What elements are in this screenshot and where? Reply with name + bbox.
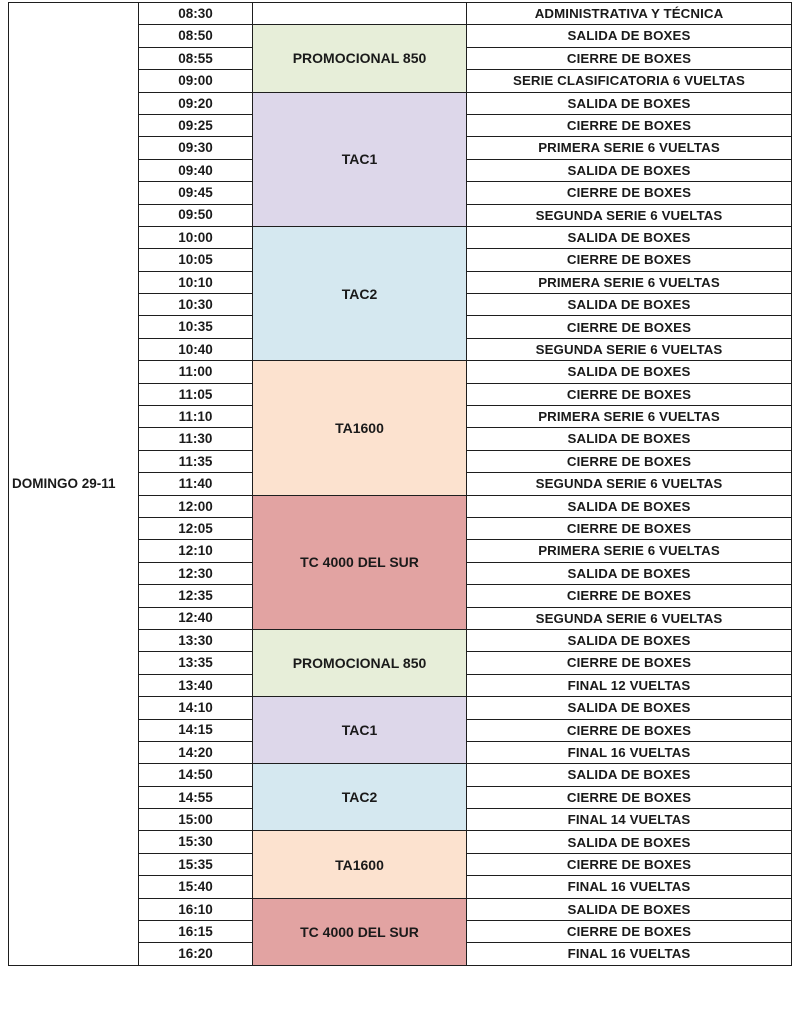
time-cell: 13:35 [139, 652, 253, 674]
activity-cell: SALIDA DE BOXES [467, 361, 792, 383]
time-cell: 16:15 [139, 921, 253, 943]
activity-cell: FINAL 16 VUELTAS [467, 943, 792, 965]
time-cell: 09:40 [139, 159, 253, 181]
activity-cell: CIERRE DE BOXES [467, 249, 792, 271]
time-cell: 11:05 [139, 383, 253, 405]
time-cell: 10:05 [139, 249, 253, 271]
activity-cell: SALIDA DE BOXES [467, 294, 792, 316]
activity-cell: SALIDA DE BOXES [467, 764, 792, 786]
activity-cell: SALIDA DE BOXES [467, 831, 792, 853]
activity-cell: SALIDA DE BOXES [467, 697, 792, 719]
time-cell: 12:30 [139, 562, 253, 584]
activity-cell: CIERRE DE BOXES [467, 316, 792, 338]
activity-cell: PRIMERA SERIE 6 VUELTAS [467, 271, 792, 293]
activity-cell: SALIDA DE BOXES [467, 226, 792, 248]
activity-cell: FINAL 14 VUELTAS [467, 809, 792, 831]
category-cell: TC 4000 DEL SUR [253, 495, 467, 629]
time-cell: 09:45 [139, 182, 253, 204]
schedule-body [9, 3, 792, 966]
time-cell: 08:50 [139, 25, 253, 47]
time-cell: 09:50 [139, 204, 253, 226]
category-cell: TC 4000 DEL SUR [253, 898, 467, 965]
time-cell: 11:10 [139, 406, 253, 428]
activity-cell: SALIDA DE BOXES [467, 159, 792, 181]
time-cell: 15:00 [139, 809, 253, 831]
time-cell: 10:35 [139, 316, 253, 338]
time-cell: 14:20 [139, 741, 253, 763]
time-cell: 12:40 [139, 607, 253, 629]
activity-cell: CIERRE DE BOXES [467, 585, 792, 607]
time-cell: 11:30 [139, 428, 253, 450]
time-cell: 12:35 [139, 585, 253, 607]
time-cell: 12:10 [139, 540, 253, 562]
category-cell [253, 3, 467, 25]
time-cell: 16:10 [139, 898, 253, 920]
time-cell: 14:10 [139, 697, 253, 719]
activity-cell: CIERRE DE BOXES [467, 450, 792, 472]
activity-cell: FINAL 16 VUELTAS [467, 876, 792, 898]
activity-cell: PRIMERA SERIE 6 VUELTAS [467, 540, 792, 562]
category-cell: TA1600 [253, 361, 467, 495]
time-cell: 11:00 [139, 361, 253, 383]
activity-cell: SEGUNDA SERIE 6 VUELTAS [467, 607, 792, 629]
activity-cell: CIERRE DE BOXES [467, 47, 792, 69]
time-cell: 13:30 [139, 629, 253, 651]
activity-cell: CIERRE DE BOXES [467, 517, 792, 539]
time-cell: 10:40 [139, 338, 253, 360]
time-cell: 12:05 [139, 517, 253, 539]
time-cell: 14:55 [139, 786, 253, 808]
time-cell: 09:20 [139, 92, 253, 114]
time-cell: 12:00 [139, 495, 253, 517]
activity-cell: SEGUNDA SERIE 6 VUELTAS [467, 204, 792, 226]
category-cell: PROMOCIONAL 850 [253, 25, 467, 92]
activity-cell: SALIDA DE BOXES [467, 495, 792, 517]
time-cell: 13:40 [139, 674, 253, 696]
time-cell: 09:25 [139, 114, 253, 136]
schedule-table [8, 2, 792, 966]
category-cell: TAC2 [253, 764, 467, 831]
time-cell: 15:30 [139, 831, 253, 853]
activity-cell: CIERRE DE BOXES [467, 652, 792, 674]
time-cell: 09:00 [139, 70, 253, 92]
activity-cell: CIERRE DE BOXES [467, 383, 792, 405]
activity-cell: SALIDA DE BOXES [467, 629, 792, 651]
activity-cell: SALIDA DE BOXES [467, 898, 792, 920]
time-cell: 11:35 [139, 450, 253, 472]
time-cell: 10:30 [139, 294, 253, 316]
activity-cell: FINAL 16 VUELTAS [467, 741, 792, 763]
time-cell: 16:20 [139, 943, 253, 965]
activity-cell: SALIDA DE BOXES [467, 562, 792, 584]
time-cell: 14:50 [139, 764, 253, 786]
activity-cell: SEGUNDA SERIE 6 VUELTAS [467, 473, 792, 495]
activity-cell: ADMINISTRATIVA Y TÉCNICA [467, 3, 792, 25]
activity-cell: PRIMERA SERIE 6 VUELTAS [467, 137, 792, 159]
activity-cell: SEGUNDA SERIE 6 VUELTAS [467, 338, 792, 360]
time-cell: 08:55 [139, 47, 253, 69]
category-cell: TA1600 [253, 831, 467, 898]
activity-cell: SALIDA DE BOXES [467, 92, 792, 114]
activity-cell: PRIMERA SERIE 6 VUELTAS [467, 406, 792, 428]
time-cell: 11:40 [139, 473, 253, 495]
time-cell: 10:10 [139, 271, 253, 293]
activity-cell: SERIE CLASIFICATORIA 6 VUELTAS [467, 70, 792, 92]
activity-cell: CIERRE DE BOXES [467, 114, 792, 136]
category-cell: TAC2 [253, 226, 467, 360]
activity-cell: CIERRE DE BOXES [467, 719, 792, 741]
activity-cell: SALIDA DE BOXES [467, 25, 792, 47]
time-cell: 14:15 [139, 719, 253, 741]
category-cell: TAC1 [253, 92, 467, 226]
category-cell: TAC1 [253, 697, 467, 764]
activity-cell: FINAL 12 VUELTAS [467, 674, 792, 696]
time-cell: 08:30 [139, 3, 253, 25]
activity-cell: CIERRE DE BOXES [467, 786, 792, 808]
activity-cell: CIERRE DE BOXES [467, 853, 792, 875]
time-cell: 15:35 [139, 853, 253, 875]
activity-cell: CIERRE DE BOXES [467, 182, 792, 204]
time-cell: 15:40 [139, 876, 253, 898]
category-cell: PROMOCIONAL 850 [253, 629, 467, 696]
schedule-row [9, 3, 792, 25]
time-cell: 09:30 [139, 137, 253, 159]
time-cell: 10:00 [139, 226, 253, 248]
activity-cell: SALIDA DE BOXES [467, 428, 792, 450]
day-label: DOMINGO 29-11 [9, 3, 139, 966]
activity-cell: CIERRE DE BOXES [467, 921, 792, 943]
